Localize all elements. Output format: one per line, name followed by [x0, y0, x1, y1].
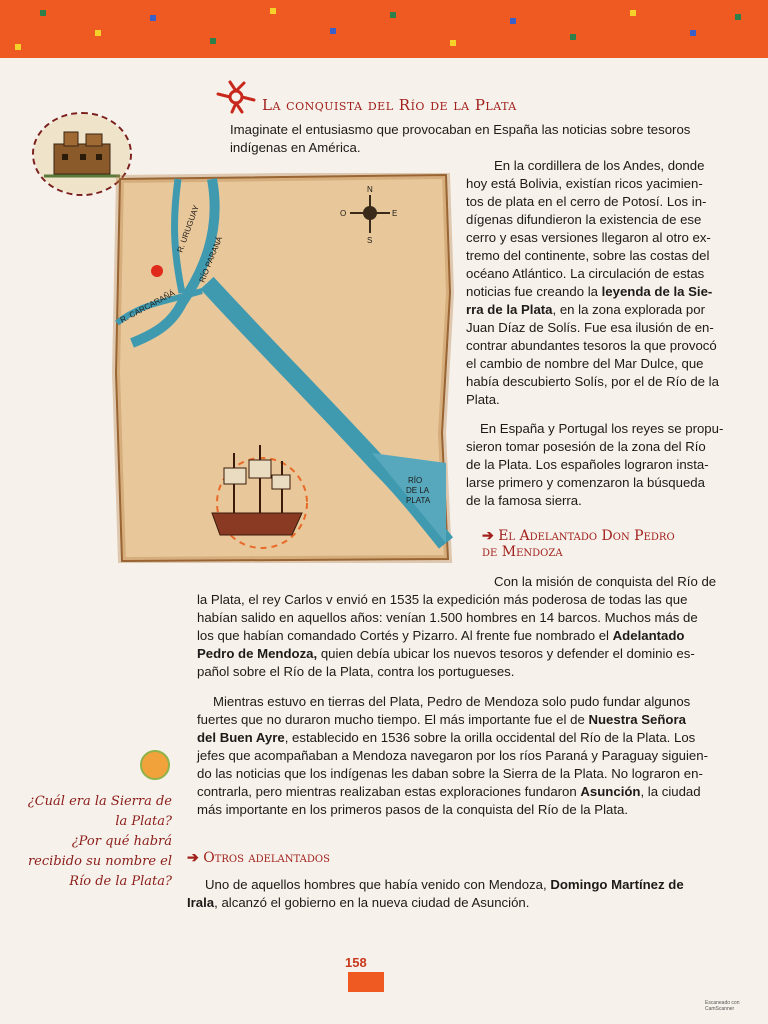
- otros-paragraph: Uno de aquellos hombres que había venido con Mendoza, Domingo Martínez de Irala, alcanzó el gobierno en la nueva ciudad de Asunción.: [187, 877, 684, 910]
- compass-o: O: [340, 209, 347, 218]
- column-paragraph-1: En la cordillera de los Andes, donde hoy está Bolivia, existían ricos yacimien- tos de plata en el cerro de Potosí. Los in- dígenas difundieron la existencia de ese cerro y esas versiones llegaron al otro ex- tremo del continente, sobre las costas del océano Atlántico. La circulación de estas noticias fue creando la leyenda de la Sie- rra de la Plata, en la zona explorada por Juan Díaz de Solís. Fue esa ilusión de en- contrar abundantes tesoros la que provocó el cambio de nombre del Mar Dulce, que había descubierto Solís, por el de Río de la Plata.: [466, 158, 719, 407]
- map-label-carcarana: R. CARCARAÑÁ: [118, 288, 177, 325]
- section-heading-otros: ➔ Otros adelantados: [187, 850, 330, 866]
- page-number: 158: [345, 955, 367, 970]
- scanner-watermark: Escaneado con CamScanner: [705, 1000, 740, 1012]
- arrow-icon: ➔: [187, 850, 199, 866]
- map-label-rio: RÍO: [408, 476, 423, 485]
- map-label-plata: PLATA: [406, 496, 431, 505]
- rio-de-la-plata-map: [112, 173, 454, 563]
- map-label-uruguay: R. URUGUAY: [175, 203, 201, 254]
- mendoza-paragraph-1: Con la misión de conquista del Río de la Plata, el rey Carlos v envió en 1535 la expedición más poderosa de todas las que habían salido en aquellos años: venían 1.500 hombres en 14 barcos. Muchos más de los que habían comandado Cortés y Pizarro. Al frente fue nombrado el Adelantado Pedro de Mendoza, quien debía ubicar los nuevos tesoros y defender el dominio es- pañol sobre el Río de la Plata, contra los portugueses.: [197, 574, 717, 679]
- side-questions: ¿Cuál era la Sierra de la Plata? ¿Por qué habrá recibido su nombre el Río de la Plata?: [27, 794, 172, 889]
- section-heading-mendoza: ➔ El Adelantado Don Pedro de Mendoza: [482, 528, 675, 560]
- compass-n: N: [367, 185, 373, 194]
- page-title: La conquista del Río de la Plata: [262, 96, 517, 114]
- question-badge-icon: [140, 750, 170, 780]
- map-label-de-la: DE LA: [406, 486, 430, 495]
- mendoza-paragraph-2: Mientras estuvo en tierras del Plata, Pedro de Mendoza solo pudo fundar algunos fuertes que no duraron mucho tiempo. El más importante fue el de Nuestra Señora del Buen Ayre, establecido en 1536 sobre la orilla occidental del Río de la Plata. Los jefes que acompañaban a Mendoza navegaron por los ríos Paraná y Paraguay siguien- do las noticias que los indígenas les daban sobre la Sierra de la Plata. No lograron en- contrarla, pero mientras realizaban estas exploraciones fundaron Asunción, la ciudad más importante en los primeros pasos de la conquista del Río de la Plata.: [197, 694, 708, 817]
- top-decorative-band: [0, 0, 768, 58]
- compass-e: E: [392, 209, 398, 218]
- title-icon: [214, 80, 260, 119]
- column-paragraph-2: En España y Portugal los reyes se propu- sieron tomar posesión de la zona del Río de la Plata. Los españoles lograron insta- larse primero y comenzaron la búsqueda de la famosa sierra.: [466, 421, 724, 508]
- compass-s: S: [367, 236, 373, 245]
- map-label-parana: RÍO PARANÁ: [197, 235, 225, 284]
- arrow-icon: ➔: [482, 528, 494, 544]
- page-number-bar: [348, 972, 384, 992]
- intro-paragraph: Imaginate el entusiasmo que provocaban en España las noticias sobre tesoros indígenas en América.: [230, 122, 691, 155]
